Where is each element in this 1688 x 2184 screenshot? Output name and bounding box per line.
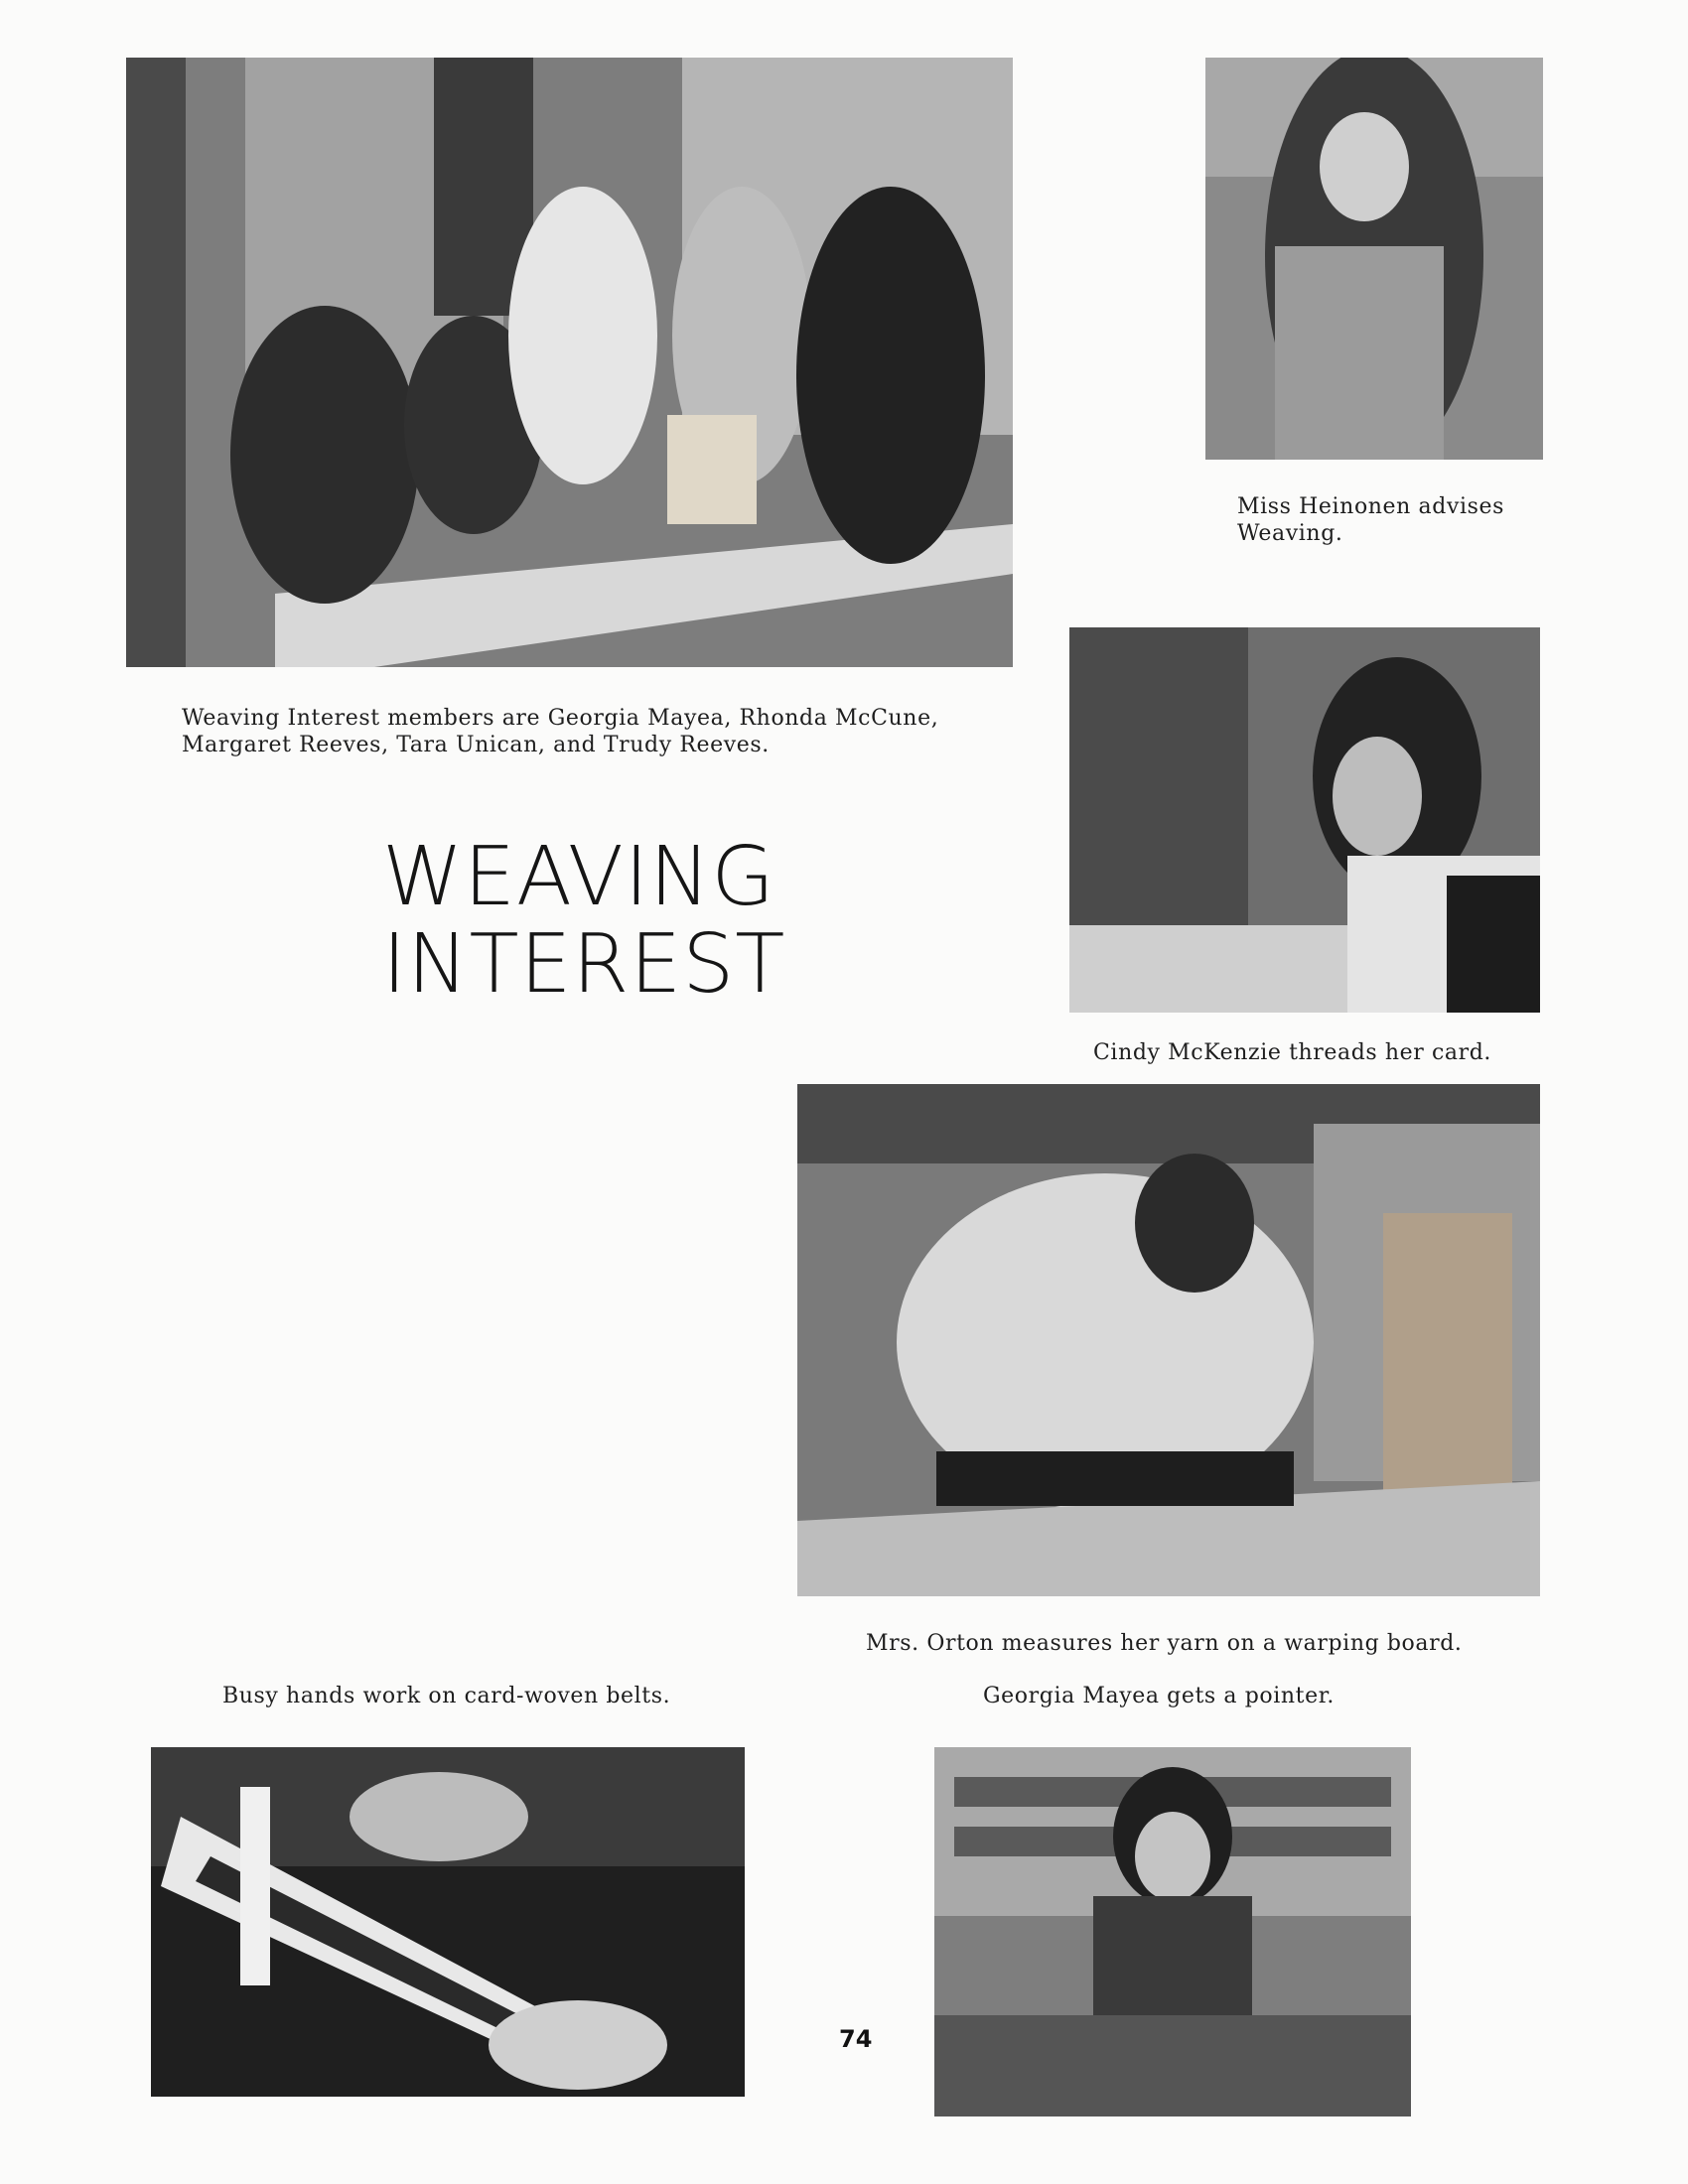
advisor-photo [1205,58,1543,460]
page-title [382,830,879,1012]
advisor-caption: Miss Heinonen advises Weaving. [1237,494,1505,546]
cindy-caption: Cindy McKenzie threads her card. [1093,1040,1492,1065]
orton-photo [797,1084,1540,1596]
cindy-photo [1069,627,1540,1013]
group-caption: Weaving Interest members are Georgia Mayea, Rhonda McCune, Margaret Reeves, Tara Unican, and Trudy Reeves. [182,706,939,757]
orton-caption: Mrs. Orton measures her yarn on a warping board. [866,1631,1463,1656]
group-photo [126,58,1013,667]
busy-hands-photo [151,1747,745,2097]
georgia-caption: Georgia Mayea gets a pointer. [983,1684,1336,1708]
busy-hands-caption: Busy hands work on card-woven belts. [222,1684,671,1708]
georgia-photo [934,1747,1411,2116]
page-number: 74 [839,2025,873,2053]
title-line-2: INTEREST [382,917,786,1012]
title-line-1: WEAVING [382,830,775,924]
